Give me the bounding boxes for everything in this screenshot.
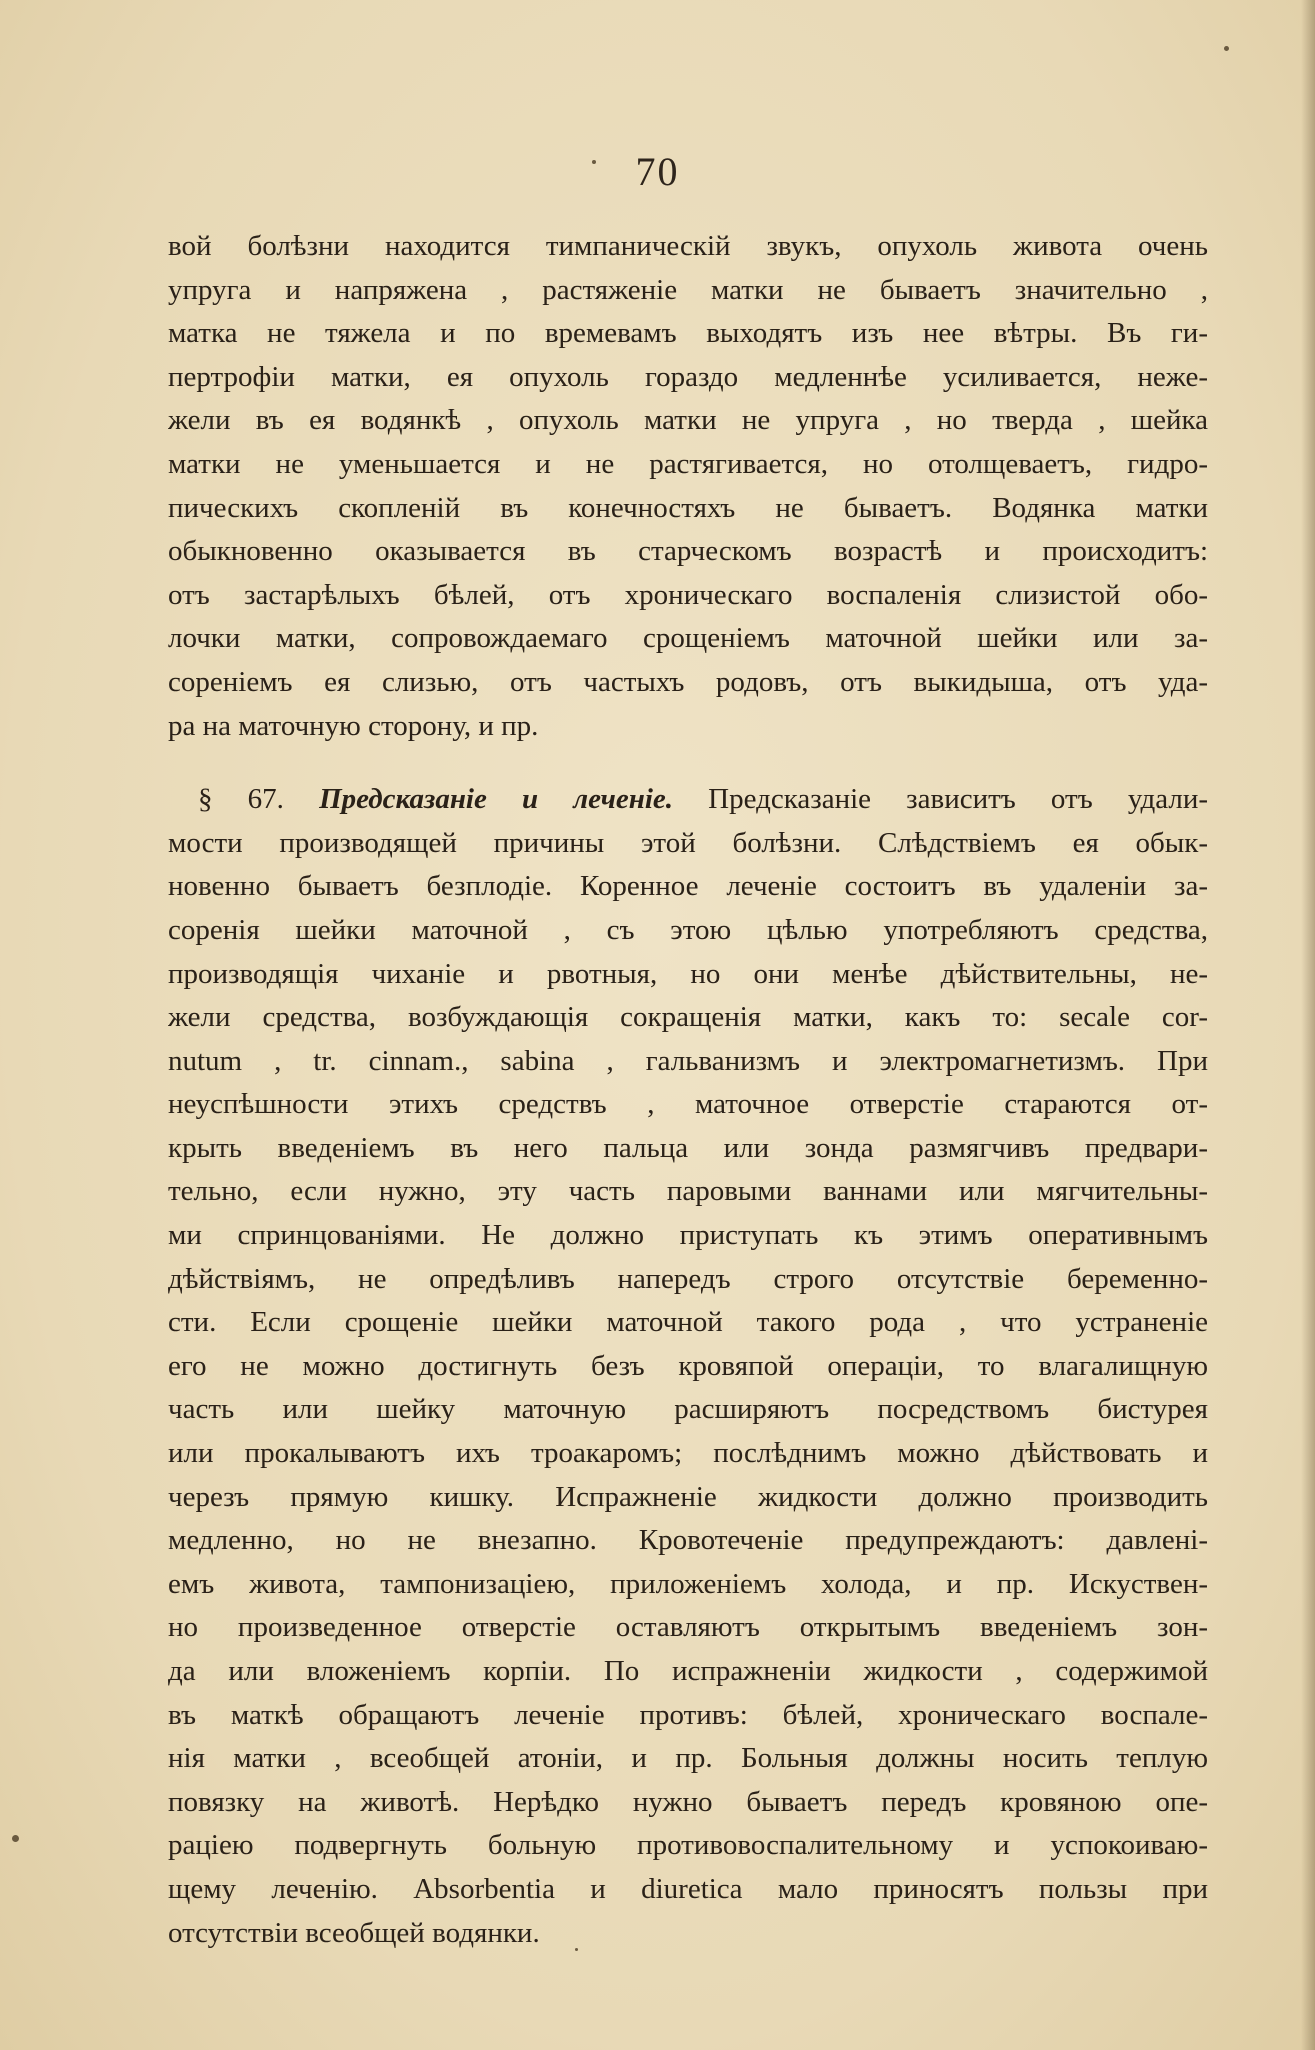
text-line: медленно, но не внезапно. Кровотеченіе предупреждаютъ: давлені- [168,1524,1208,1557]
text-line: мости производящей причины этой болѣзни. Слѣдствіемъ ея обык- [168,826,1208,859]
text-line: щему леченію. Absorbentia и diuretica мало приносятъ пользы при [168,1872,1208,1905]
body-text [168,225,1208,1955]
text-line: новенно бываетъ безплодіе. Коренное леченіе состоитъ въ удаленіи за- [168,870,1208,903]
text-line: матка не тяжела и по времевамъ выходятъ изъ нее вѣтры. Въ ги- [168,317,1208,350]
text-line: черезъ прямую кишку. Испражненіе жидкости должно производить [168,1480,1208,1513]
text-line: сореніемъ ея слизью, отъ частыхъ родовъ, отъ выкидыша, отъ уда- [168,665,1208,698]
text-line: вой болѣзни находится тимпаническій звукъ, опухоль живота очень [168,230,1208,262]
paragraph-2 [168,778,1208,1955]
text-line: но произведенное отверстіе оставляютъ открытымъ введеніемъ зон- [168,1611,1208,1644]
text-line: жели средства, возбуждающія сокращенія матки, какъ то: secale cor- [168,1001,1208,1034]
text-line: крыть введеніемъ въ него пальца или зонда размягчивъ предвари- [168,1131,1208,1164]
text-line: пертрофіи матки, ея опухоль гораздо медленнѣе усиливается, неже- [168,360,1208,393]
text-line: емъ живота, тампонизаціею, приложеніемъ холода, и пр. Искуствен- [168,1567,1208,1600]
text-line: соренія шейки маточной , съ этою цѣлью употребляютъ средства, [168,913,1208,946]
text-line: тельно, если нужно, эту часть паровыми ваннами или мягчительны- [168,1175,1208,1208]
ink-speck [12,1835,19,1842]
text-line: ра на маточную сторону, и пр. [168,709,539,742]
text-line: нія матки , всеобщей атоніи, и пр. Больныя должны носить теплую [168,1742,1208,1775]
ink-speck [1224,46,1229,51]
paragraph-spacer [168,748,1208,778]
text-line: лочки матки, сопровождаемаго срощеніемъ маточной шейки или за- [168,622,1208,655]
text-line: его не можно достигнуть безъ кровяпой операціи, то влагалищную [168,1349,1208,1382]
text-line: неуспѣшности этихъ средствъ , маточное отверстіе стараются от- [168,1088,1208,1121]
text-line: дѣйствіямъ, не опредѣливъ напередъ строго отсутствіе беременно- [168,1262,1208,1295]
text-line: производящія чиханіе и рвотныя, но они менѣе дѣйствительны, не- [168,957,1208,990]
text-line: упруга и напряжена , растяженіе матки не бываетъ значительно , [168,273,1208,306]
section-first-line [168,778,1208,822]
text-line: часть или шейку маточную расширяютъ посредствомъ бистурея [168,1393,1208,1426]
text-line: матки не уменьшается и не растягивается, но отолщеваетъ, гидро- [168,447,1208,480]
page-edge-shadow [1301,0,1315,2050]
text-line: обыкновенно оказывается въ старческомъ возрастѣ и происходитъ: [168,535,1208,568]
text-line: жели въ ея водянкѣ , опухоль матки не упруга , но тверда , шейка [168,404,1208,437]
text-line: въ маткѣ обращаютъ леченіе противъ: бѣлей, хроническаго воспале- [168,1698,1208,1731]
page-number: 70 [635,149,680,194]
text-line: да или вложеніемъ корпіи. По испражненіи жидкости , содержимой [168,1655,1208,1687]
text-line: сти. Если срощеніе шейки маточной такого рода , что устраненіе [168,1306,1208,1339]
text-line: или прокалываютъ ихъ троакаромъ; послѣднимъ можно дѣйствовать и [168,1437,1208,1470]
paragraph-1 [168,225,1208,748]
section-first-line-text: Предсказаніе зависитъ отъ удали- [708,783,1208,816]
text-line: nutum , tr. cinnam., sabina , гальванизмъ и электромагнетизмъ. При [168,1044,1208,1077]
section-heading: Предсказаніе и леченіе. [319,783,674,816]
text-line: пическихъ скопленій въ конечностяхъ не бываетъ. Водянка матки [168,491,1208,524]
section-mark: § 67. [198,783,284,816]
text-line: повязку на животѣ. Нерѣдко нужно бываетъ передъ кровяною опе- [168,1785,1208,1818]
text-line: отъ застарѣлыхъ бѣлей, отъ хроническаго воспаленія слизистой обо- [168,578,1208,611]
text-line: раціею подвергнуть больную противовоспалительному и успокоиваю- [168,1829,1208,1862]
text-line: ми спринцованіями. Не должно приступать къ этимъ оперативнымъ [168,1219,1208,1252]
text-line: отсутствіи всеобщей водянки. [168,1916,540,1949]
